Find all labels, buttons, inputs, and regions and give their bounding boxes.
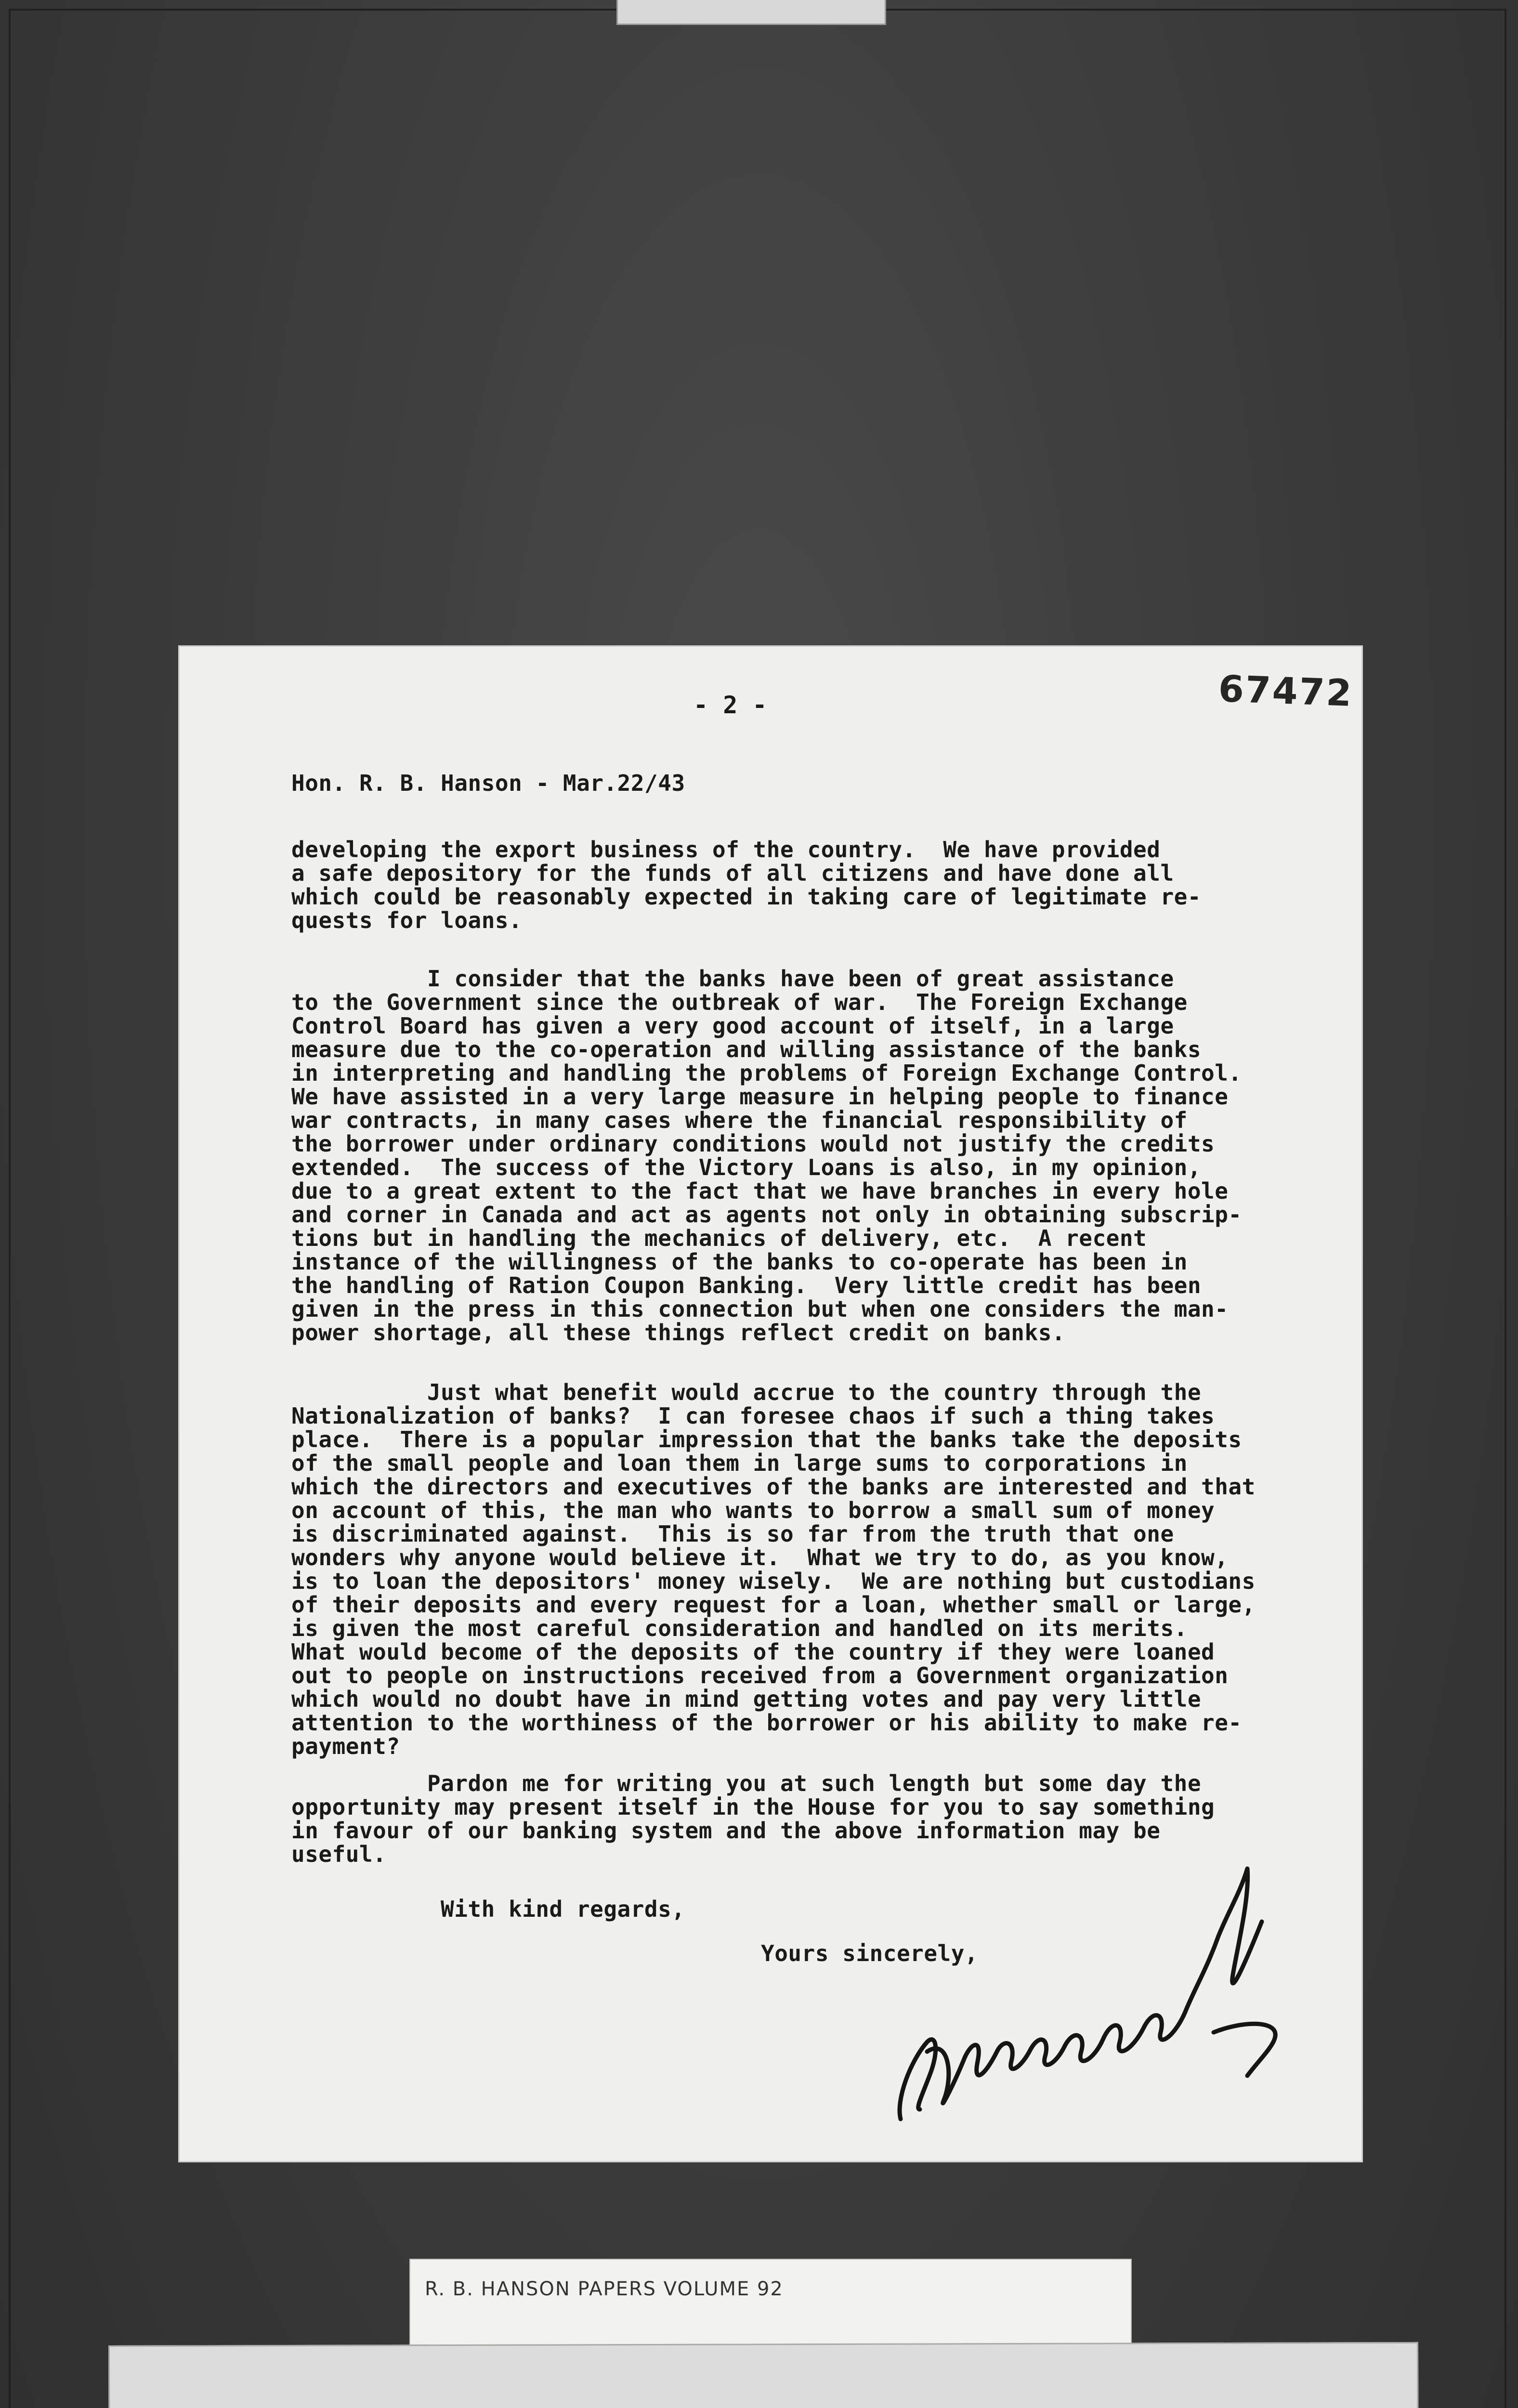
reference-label <box>409 2259 1132 2345</box>
paragraph-4: Pardon me for writing you at such length but some day the opportunity may present itself in the House for you to say something in favour of our banking system and the above information may be useful. <box>291 1770 1215 1867</box>
closing-line: With kind regards, <box>441 1896 685 1922</box>
letter-page <box>178 645 1363 2162</box>
archive-stamp-card <box>108 2342 1419 2408</box>
paragraph-1: developing the export business of the country. We have provided a safe depository for the funds of all citizens and have done all which could be reasonably expected in taking care of legitimate re- quests for loans. <box>291 837 1202 933</box>
document-number: 67472 <box>1217 667 1354 715</box>
paragraph-2: I consider that the banks have been of great assistance to the Government since the outbreak of war. The Foreign Exchange Control Board has given a very good account of itself, in a large measure due to the co-operation and willing assistance of the banks in interpreting and handling the problems of Foreign Exchange Control. We have assisted in a very large measure in helping people to finance war contracts, in many cases where the financial responsibility of the borrower under ordinary conditions would not justify the credits extended. The success of the Victory Loans is also, in my opinion, due to a great extent to the fact that we have branches in every hole and corner in Canada and act as agents not only in obtaining subscrip- tions but in handling the mechanics of delivery, etc. A recent instance of the willingness of the banks to co-operate has been in the handling of Ration Coupon Banking. Very little credit has been given in the press in this connection but when one considers the man- power shortage, all these things reflect credit on banks. <box>291 966 1242 1346</box>
reference-label-text: R. B. HANSON PAPERS VOLUME 92 <box>425 2278 784 2300</box>
handwritten-signature <box>881 1849 1305 2148</box>
letter-header: Hon. R. B. Hanson - Mar.22/43 <box>291 770 685 796</box>
valediction: Yours sincerely, <box>761 1940 979 1966</box>
paragraph-3: Just what benefit would accrue to the country through the Nationalization of banks? I can foresee chaos if such a thing takes place. There is a popular impression that the banks take the deposits of the small people and loan them in large sums to corporations in which the directors and executives of the banks are interested and that on account of this, the man who wants to borrow a small sum of money is discriminated against. This is so far from the truth that one wonders why anyone would believe it. What we try to do, as you know, is to loan the depositors' money wisely. We are nothing but custodians of their deposits and every request for a loan, whether small or large, is given the most careful consideration and handled on its merits. What would become of the deposits of the country if they were loaned out to people on instructions received from a Government organization which would no doubt have in mind getting votes and pay very little attention to the worthiness of the borrower or his ability to make re- payment? <box>291 1379 1256 1759</box>
top-paper-tab <box>616 0 886 25</box>
page-number: - 2 - <box>694 691 768 719</box>
